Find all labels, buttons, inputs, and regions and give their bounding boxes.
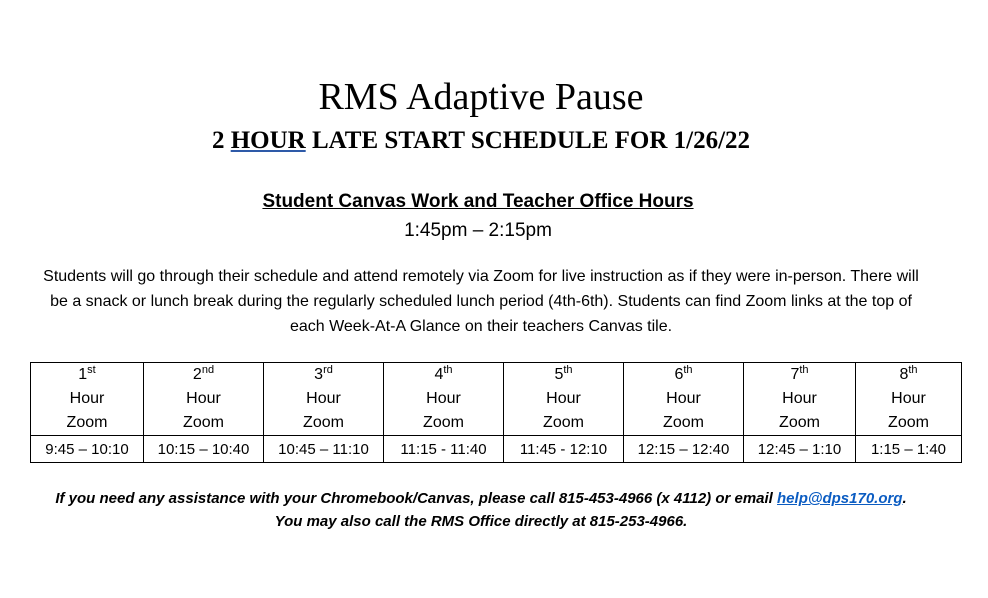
period-time-cell: 10:45 – 11:10 [264, 436, 384, 463]
footer-text-2: . You may also call the RMS Office directly at 815-253-4966. [274, 490, 907, 530]
period-ordinal: th [563, 364, 573, 376]
period-time-cell: 1:15 – 1:40 [856, 436, 962, 463]
period-hour-label: Hour [69, 390, 105, 407]
period-hour-label: Hour [891, 390, 926, 407]
subtitle-suffix: LATE START SCHEDULE FOR 1/26/22 [305, 127, 751, 154]
period-header-cell [744, 363, 856, 436]
period-zoom-label: Zoom [663, 414, 704, 431]
period-header-cell [31, 363, 144, 436]
period-number: 6 [674, 366, 684, 383]
period-ordinal: th [443, 364, 453, 376]
schedule-table [30, 362, 962, 463]
page-subtitle [0, 124, 962, 158]
period-time-cell: 12:15 – 12:40 [624, 436, 744, 463]
period-ordinal: st [87, 364, 96, 376]
period-hour-label: Hour [546, 390, 581, 407]
page-title: RMS Adaptive Pause [318, 76, 644, 118]
period-ordinal: nd [201, 364, 215, 376]
period-zoom-label: Zoom [779, 414, 820, 431]
period-time-cell: 11:45 - 12:10 [504, 436, 624, 463]
subtitle-underlined-word: HOUR [230, 127, 306, 154]
period-header-cell [624, 363, 744, 436]
period-time-cell: 10:15 – 10:40 [144, 436, 264, 463]
period-number: 5 [554, 366, 564, 383]
period-zoom-label: Zoom [303, 414, 344, 431]
period-number: 7 [790, 366, 800, 383]
intro-paragraph: Students will go through their schedule and attend remotely via Zoom for live instruction as if they were in-person. There will be a snack or lunch break during the regularly scheduled lunch period (4th-6th). Students can find Zoom links at the top of each Week-At-A Glance on their teachers Canvas tile. [43, 268, 919, 335]
period-number: 1 [78, 366, 88, 383]
period-hour-label: Hour [782, 390, 817, 407]
period-zoom-label: Zoom [66, 414, 108, 431]
period-zoom-label: Zoom [543, 414, 584, 431]
help-email-link[interactable]: help@dps170.org [777, 490, 903, 507]
period-hour-label: Hour [186, 390, 221, 407]
period-number: 8 [899, 366, 909, 383]
period-number: 3 [314, 366, 324, 383]
help-footer [40, 487, 922, 533]
schedule-header-row [31, 363, 962, 436]
period-number: 2 [192, 366, 202, 383]
period-zoom-label: Zoom [888, 414, 929, 431]
section-heading: Student Canvas Work and Teacher Office Hours [262, 191, 694, 212]
period-header-cell [504, 363, 624, 436]
schedule-times-row [31, 436, 962, 463]
section-time: 1:45pm – 2:15pm [404, 220, 552, 241]
period-header-cell [264, 363, 384, 436]
period-ordinal: th [908, 364, 918, 376]
period-hour-label: Hour [666, 390, 701, 407]
period-time-cell: 12:45 – 1:10 [744, 436, 856, 463]
period-time-cell: 9:45 – 10:10 [31, 436, 144, 463]
footer-text-1: If you need any assistance with your Chromebook/Canvas, please call 815-453-4966 (x 4112) or email [55, 490, 778, 507]
period-zoom-label: Zoom [183, 414, 224, 431]
period-time-cell: 11:15 - 11:40 [384, 436, 504, 463]
period-header-cell [384, 363, 504, 436]
subtitle-prefix: 2 [211, 127, 231, 154]
period-hour-label: Hour [426, 390, 461, 407]
period-ordinal: rd [323, 364, 333, 376]
period-number: 4 [434, 366, 444, 383]
period-zoom-label: Zoom [423, 414, 464, 431]
period-header-cell [856, 363, 962, 436]
period-ordinal: th [799, 364, 809, 376]
period-header-cell [144, 363, 264, 436]
period-ordinal: th [683, 364, 693, 376]
period-hour-label: Hour [306, 390, 341, 407]
